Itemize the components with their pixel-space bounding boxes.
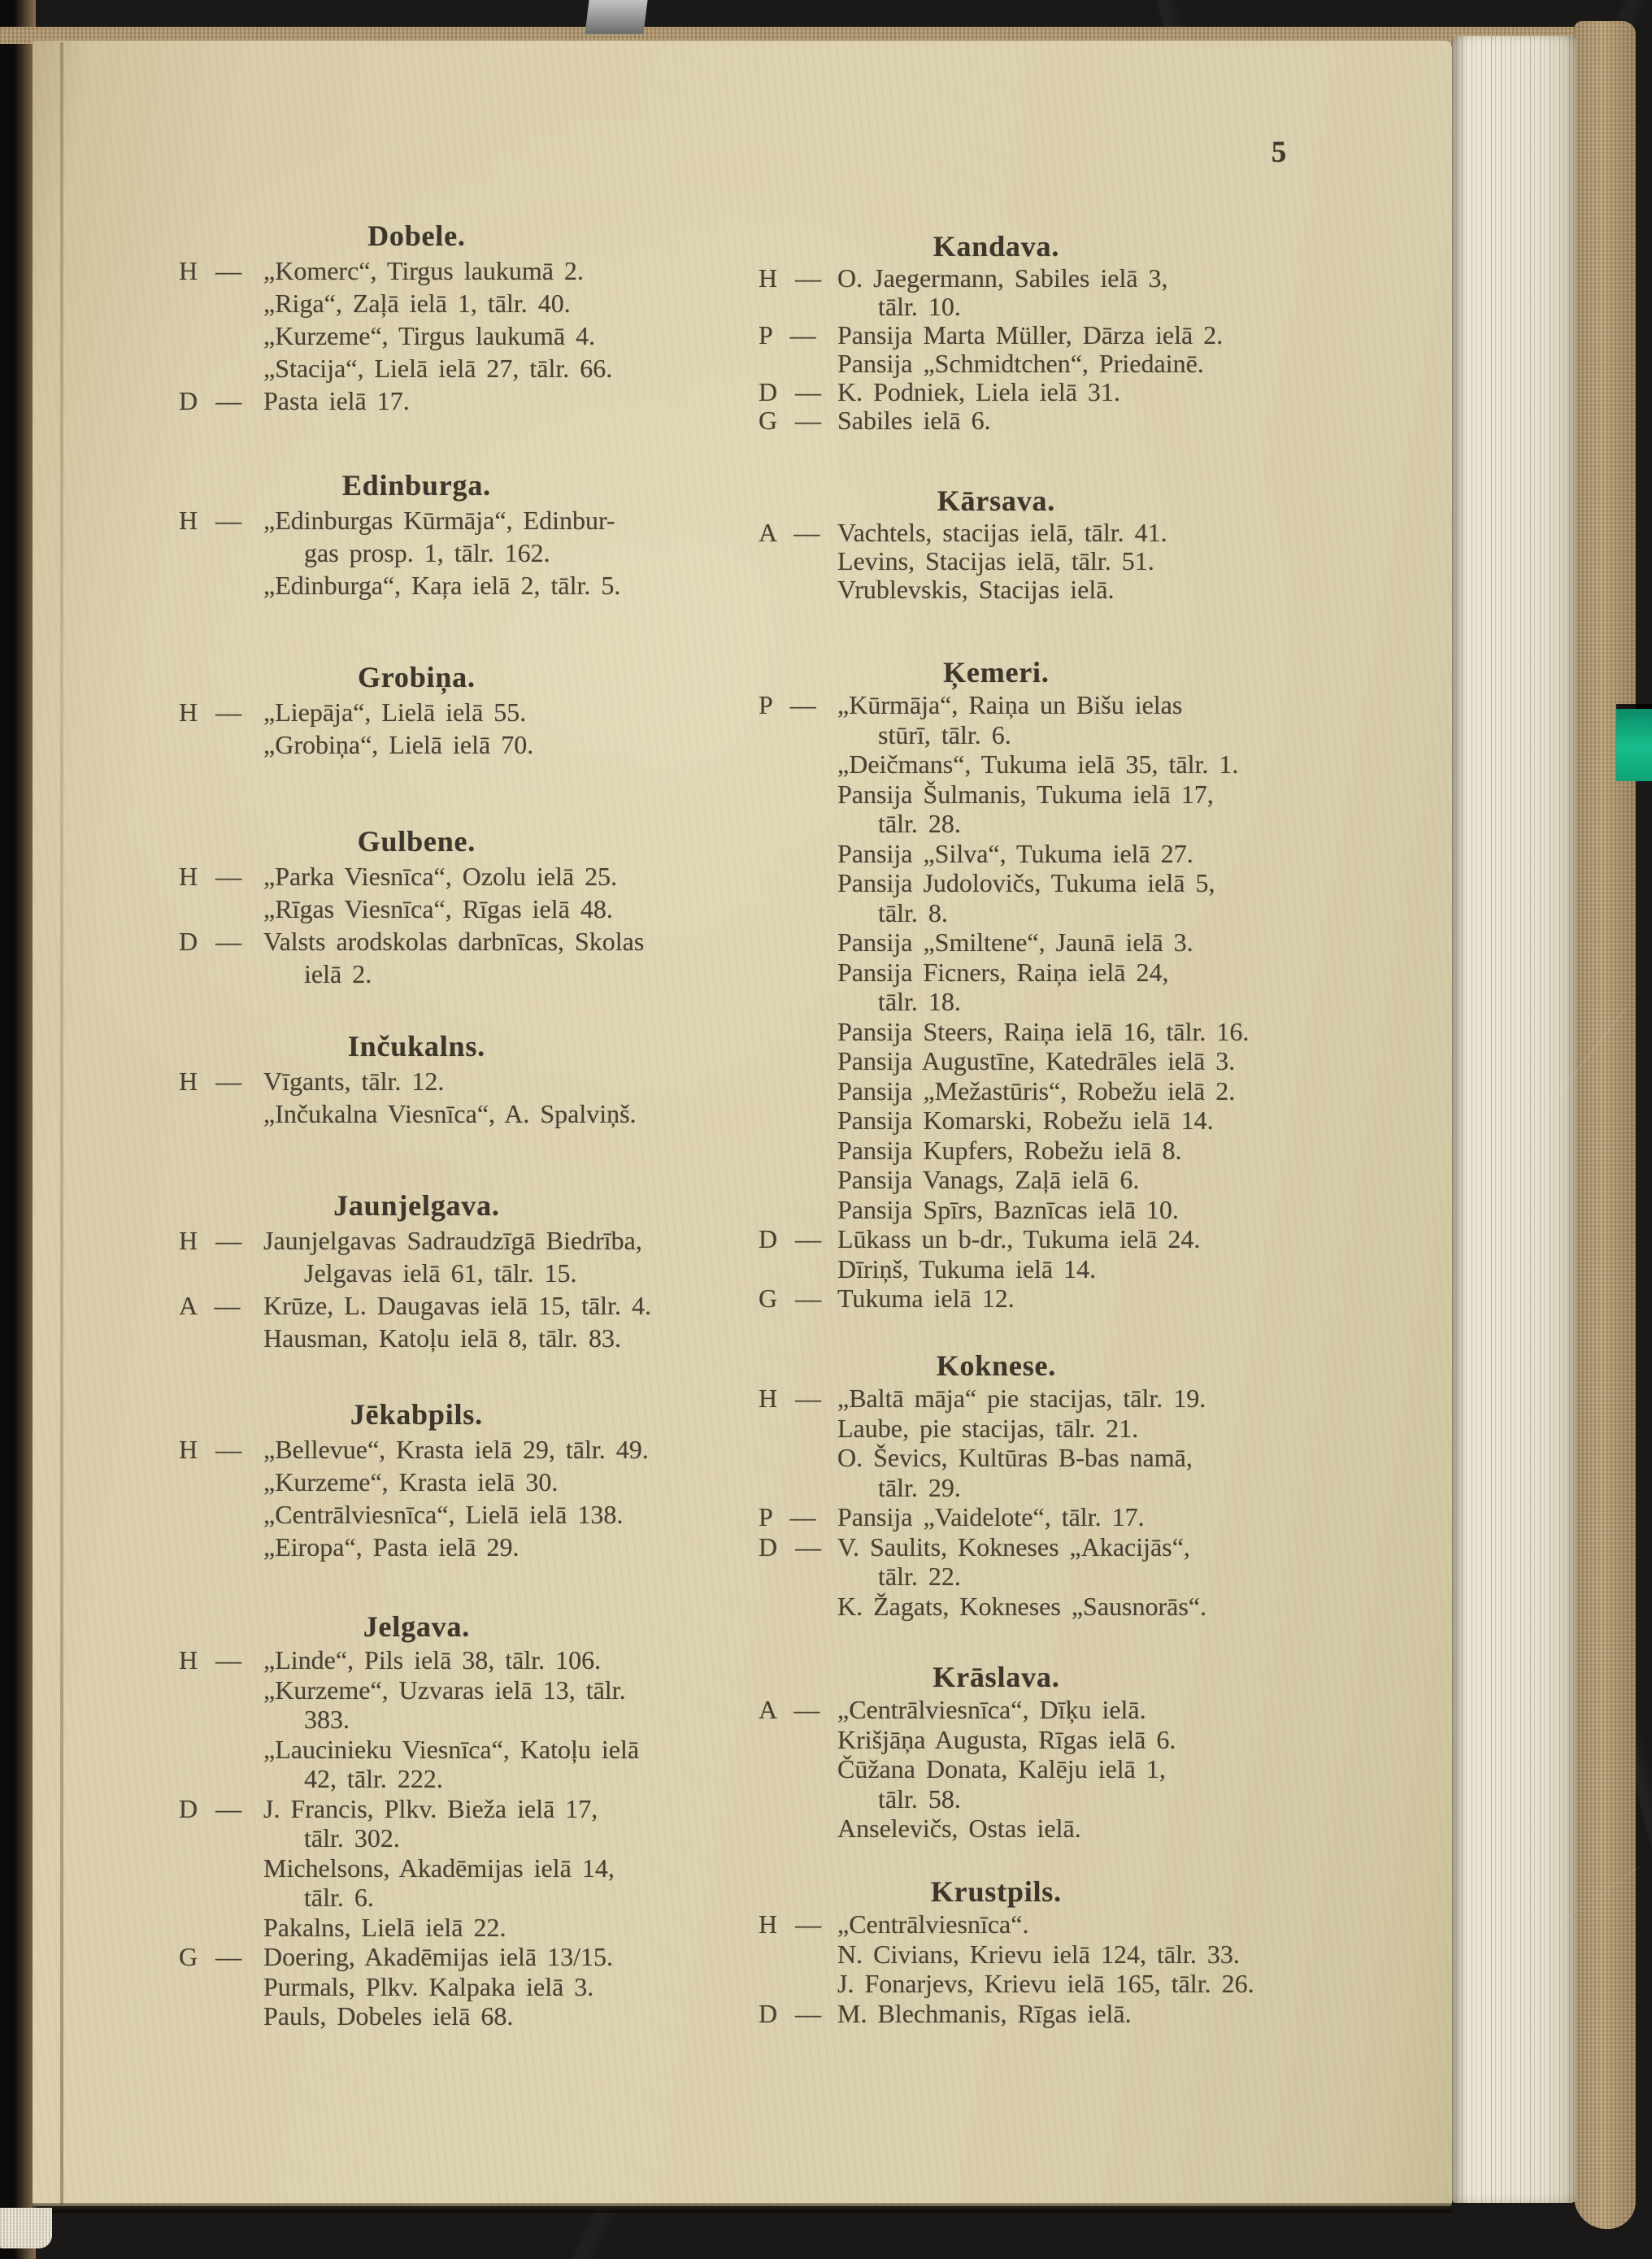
directory-entry-line (179, 1883, 732, 1913)
directory-entry-line (759, 1254, 1311, 1284)
entry-text: „Komerc“, Tirgus laukumā 2. (263, 256, 584, 285)
directory-entry-line (179, 925, 732, 958)
category-marker: H — (179, 1435, 242, 1464)
directory-entry-line (179, 1823, 732, 1853)
town-heading: Kārsava. (937, 484, 1056, 517)
page-number: 5 (1271, 136, 1287, 169)
directory-entry-line (759, 1046, 1311, 1076)
entry-text: Pakalns, Lielā ielā 22. (263, 1912, 506, 1942)
entry-text: Jelgavas ielā 61, tālr. 15. (304, 1258, 577, 1288)
entry-text: „Eiropa“, Pasta ielā 29. (263, 1532, 520, 1562)
town-heading: Edinburga. (341, 469, 491, 502)
directory-entry-line (179, 1794, 732, 1824)
entry-text: gas prosp. 1, tālr. 162. (304, 538, 550, 567)
category-marker: H — (759, 1384, 822, 1413)
directory-entry-line (759, 1195, 1311, 1225)
page-stack-fore-edge (1452, 36, 1577, 2203)
town-section-dobele (179, 219, 732, 417)
entry-text: 383. (304, 1705, 350, 1734)
entry-text: J. Francis, Plkv. Bieža ielā 17, (263, 1793, 598, 1823)
directory-entry-line (759, 1136, 1311, 1166)
directory-entry-line (759, 1784, 1311, 1814)
entry-text: Jaunjelgavas Sadraudzīgā Biedrība, (263, 1226, 642, 1255)
directory-entry-line (179, 352, 732, 384)
directory-entry-line (179, 2001, 732, 2031)
entry-text: O. Jaegermann, Sabiles ielā 3, (837, 263, 1168, 293)
entry-text: Pansija Kupfers, Robežu ielā 8. (837, 1135, 1182, 1165)
entry-text: Doering, Akadēmijas ielā 13/15. (263, 1942, 614, 1971)
directory-entry-line (759, 809, 1311, 839)
town-section-grobi-a (179, 661, 732, 761)
entry-text: tālr. 28. (878, 809, 961, 838)
directory-entry-line (179, 728, 732, 761)
directory-entry-line (759, 690, 1311, 720)
entry-text: Lūkass un b-dr., Tukuma ielā 24. (837, 1224, 1201, 1253)
category-marker: D — (759, 1224, 822, 1253)
entry-text: K. Žagats, Kokneses „Sausnorās“. (837, 1591, 1206, 1621)
directory-entry-line (179, 1224, 732, 1257)
directory-entry-line (179, 1433, 732, 1466)
town-heading: Krāslava. (933, 1661, 1060, 1693)
entry-text: „Grobiņa“, Lielā ielā 70. (263, 730, 534, 759)
town-heading: Jelgava. (363, 1610, 471, 1643)
directory-entry-line (179, 1853, 732, 1883)
directory-entry-line (179, 1972, 732, 2002)
directory-entry-line (759, 576, 1311, 604)
entry-text: Pansija „Vaidelote“, tālr. 17. (837, 1502, 1145, 1531)
directory-entry-line (179, 1289, 732, 1322)
directory-entry-line (759, 1562, 1311, 1592)
entry-text: Pansija „Schmidtchen“, Priedainē. (837, 349, 1204, 378)
entry-text: K. Podniek, Liela ielā 31. (837, 377, 1120, 406)
green-bookmark-edge (1616, 709, 1652, 781)
entry-text: „Edinburgas Kūrmāja“, Edinbur- (263, 506, 615, 535)
directory-entry-line (759, 958, 1311, 988)
entry-text: Tukuma ielā 12. (837, 1284, 1015, 1313)
directory-entry-line (179, 860, 732, 893)
directory-entry-line (759, 1969, 1311, 1999)
town-heading: Krustpils. (930, 1875, 1062, 1908)
entry-text: „Centrālviesnīca“, Dīķu ielā. (837, 1695, 1146, 1724)
entry-text: „Deičmans“, Tukuma ielā 35, tālr. 1. (837, 749, 1239, 779)
town-section-krustpils (759, 1875, 1311, 2028)
entry-text: tālr. 18. (878, 987, 961, 1016)
directory-entry-line (179, 1257, 732, 1289)
category-marker: G — (759, 1284, 822, 1313)
directory-entry-line (759, 1725, 1311, 1755)
entry-text: „Centrālviesnīca“, Lielā ielā 138. (263, 1500, 624, 1529)
town-heading: Dobele. (367, 219, 466, 252)
directory-entry-line (759, 898, 1311, 928)
directory-entry-line (179, 537, 732, 569)
town-section-kandava (759, 230, 1311, 435)
entry-text: Vrublevskis, Stacijas ielā. (837, 575, 1115, 604)
category-marker: D — (759, 377, 822, 406)
directory-entry-line (759, 868, 1311, 898)
entry-text: „Laucinieku Viesnīca“, Katoļu ielā (263, 1734, 640, 1764)
entry-text: Pansija „Silva“, Tukuma ielā 27. (837, 838, 1193, 868)
category-marker: D — (759, 1531, 822, 1562)
category-marker: H — (759, 263, 822, 293)
directory-entry-line (179, 319, 732, 352)
town-heading: Jaunjelgava. (333, 1189, 500, 1222)
category-marker: A — (759, 1695, 820, 1724)
directory-entry-line (759, 1384, 1311, 1414)
category-marker: G — (179, 1942, 242, 1971)
entry-text: „Kurzeme“, Uzvaras ielā 13, tālr. (263, 1675, 626, 1705)
directory-entry-line (759, 264, 1311, 293)
town-section-j-kabpils (179, 1398, 732, 1563)
entry-text: „Rīgas Viesnīca“, Rīgas ielā 48. (263, 894, 613, 923)
directory-entry-line (759, 749, 1311, 780)
entry-text: tālr. 6. (304, 1883, 374, 1912)
directory-entry-line (179, 1097, 732, 1130)
entry-text: Pauls, Dobeles ielā 68. (263, 2001, 514, 2031)
town-heading: Inčukalns. (347, 1030, 485, 1062)
category-marker: H — (179, 1645, 242, 1675)
entry-text: Anselevičs, Ostas ielā. (837, 1814, 1081, 1843)
directory-entry-line (759, 780, 1311, 810)
directory-entry-line (759, 1443, 1311, 1473)
entry-text: Krūze, L. Daugavas ielā 15, tālr. 4. (263, 1291, 651, 1320)
directory-entry-line (759, 1532, 1311, 1562)
town-section-jaunjelgava (179, 1189, 732, 1354)
entry-text: stūrī, tālr. 6. (878, 719, 1011, 749)
directory-entry-line (759, 1592, 1311, 1622)
directory-entry-line (179, 1913, 732, 1943)
directory-entry-line (759, 321, 1311, 350)
town-section-emeri (759, 656, 1311, 1314)
directory-entry-line (759, 987, 1311, 1017)
entry-text: „Inčukalna Viesnīca“, A. Spalviņš. (263, 1099, 637, 1128)
town-section-kr-slava (759, 1661, 1311, 1844)
directory-entry-line (179, 1735, 732, 1765)
town-heading: Ķemeri. (943, 656, 1050, 689)
entry-text: Pansija „Smiltene“, Jaunā ielā 3. (837, 927, 1193, 957)
entry-text: Pansija Šulmanis, Tukuma ielā 17, (837, 779, 1214, 809)
entry-text: „Kurzeme“, Tirgus laukumā 4. (263, 321, 596, 350)
town-heading: Gulbene. (357, 825, 476, 858)
directory-entry-line (759, 519, 1311, 547)
directory-entry-line (759, 1695, 1311, 1725)
category-marker: H — (179, 1226, 242, 1255)
town-section-gulbene (179, 825, 732, 990)
entry-text: Pasta ielā 17. (263, 386, 410, 415)
entry-text: Hausman, Katoļu ielā 8, tālr. 83. (263, 1323, 622, 1353)
book-gutter-margin (0, 0, 36, 2259)
directory-entry-line (759, 1165, 1311, 1195)
directory-entry-line (759, 1940, 1311, 1970)
entry-text: „Kūrmāja“, Raiņa un Bišu ielas (837, 690, 1183, 719)
entry-text: O. Ševics, Kultūras B-bas namā, (837, 1443, 1193, 1472)
directory-entry-line (179, 1705, 732, 1735)
directory-entry-line (179, 384, 732, 417)
town-section-in-ukalns (179, 1030, 732, 1130)
entry-text: ielā 2. (304, 959, 372, 988)
directory-entry-line (759, 406, 1311, 435)
town-heading: Grobiņa. (358, 661, 476, 693)
corner-cloth-patch (0, 2208, 52, 2248)
category-marker: D — (759, 1998, 822, 2028)
directory-entry-line (759, 720, 1311, 750)
entry-text: tālr. 8. (878, 897, 948, 927)
category-marker: A — (179, 1291, 241, 1320)
category-marker: H — (179, 862, 242, 891)
directory-entry-line (759, 1473, 1311, 1503)
directory-entry-line (759, 1017, 1311, 1047)
entry-text: „Stacija“, Lielā ielā 27, tālr. 66. (263, 354, 613, 383)
entry-text: M. Blechmanis, Rīgas ielā. (837, 1998, 1132, 2028)
directory-entry-line (179, 1498, 732, 1531)
directory-entry-line (759, 1754, 1311, 1784)
entry-text: tālr. 29. (878, 1472, 961, 1502)
category-marker: P — (759, 690, 816, 719)
entry-text: tālr. 10. (878, 292, 961, 321)
directory-column-right (759, 0, 1311, 2259)
directory-entry-line (759, 1814, 1311, 1844)
directory-entry-line (179, 893, 732, 925)
entry-text: „Edinburga“, Kaŗa ielā 2, tālr. 5. (263, 571, 621, 600)
entry-text: Čūžana Donata, Kalēju ielā 1, (837, 1754, 1166, 1783)
entry-text: J. Fonarjevs, Krievu ielā 165, tālr. 26. (837, 1969, 1254, 1998)
directory-entry-line (759, 1224, 1311, 1254)
directory-entry-line (179, 1466, 732, 1498)
directory-entry-line (759, 350, 1311, 378)
directory-entry-line (179, 1531, 732, 1563)
directory-entry-line (759, 378, 1311, 406)
entry-text: Pansija Vanags, Zaļā ielā 6. (837, 1165, 1140, 1194)
entry-text: „Linde“, Pils ielā 38, tālr. 106. (263, 1645, 602, 1675)
entry-text: Levins, Stacijas ielā, tālr. 51. (837, 546, 1154, 576)
directory-entry-line (179, 287, 732, 319)
directory-entry-line (759, 839, 1311, 869)
category-marker: P — (759, 320, 816, 350)
directory-entry-line (179, 1645, 732, 1675)
directory-entry-line (179, 958, 732, 990)
entry-text: Krišjāņa Augusta, Rīgas ielā 6. (837, 1724, 1176, 1754)
directory-entry-line (759, 293, 1311, 321)
gutter-crease-line (60, 42, 63, 2205)
entry-text: Sabiles ielā 6. (837, 406, 991, 435)
category-marker: H — (759, 1909, 822, 1939)
entry-text: Purmals, Plkv. Kalpaka ielā 3. (263, 1971, 594, 2001)
category-marker: D — (179, 927, 242, 956)
directory-entry-line (759, 927, 1311, 958)
town-section-edinburga (179, 469, 732, 602)
entry-text: „Centrālviesnīca“. (837, 1909, 1029, 1939)
directory-entry-line (179, 569, 732, 602)
category-marker: H — (179, 1067, 242, 1096)
town-heading: Koknese. (936, 1349, 1057, 1382)
directory-entry-line (179, 1942, 732, 1972)
directory-entry-line (179, 504, 732, 537)
directory-entry-line (759, 1414, 1311, 1444)
entry-text: Pansija Judolovičs, Tukuma ielā 5, (837, 868, 1215, 897)
entry-text: Pansija Steers, Raiņa ielā 16, tālr. 16. (837, 1016, 1250, 1046)
town-section-jelgava (179, 1610, 732, 2031)
entry-text: tālr. 22. (878, 1562, 961, 1591)
directory-entry-line (759, 1284, 1311, 1314)
entry-text: Michelsons, Akadēmijas ielā 14, (263, 1853, 615, 1883)
directory-entry-line (759, 1909, 1311, 1940)
entry-text: Dīriņš, Tukuma ielā 14. (837, 1253, 1097, 1284)
entry-text: „Riga“, Zaļā ielā 1, tālr. 40. (263, 289, 571, 318)
directory-entry-line (179, 1675, 732, 1705)
entry-text: „Kurzeme“, Krasta ielā 30. (263, 1467, 559, 1497)
category-marker: D — (179, 1793, 242, 1823)
entry-text: Vachtels, stacijas ielā, tālr. 41. (837, 518, 1167, 547)
entry-text: 42, tālr. 222. (304, 1764, 443, 1793)
entry-text: „Baltā māja“ pie stacijas, tālr. 19. (837, 1384, 1206, 1413)
category-marker: A — (759, 518, 820, 547)
entry-text: Pansija „Mežastūris“, Robežu ielā 2. (837, 1075, 1236, 1106)
entry-text: N. Civians, Krievu ielā 124, tālr. 33. (837, 1939, 1240, 1969)
town-heading: Kandava. (933, 230, 1060, 263)
directory-entry-line (759, 1502, 1311, 1532)
town-heading: Jēkabpils. (350, 1398, 483, 1431)
directory-entry-line (759, 1999, 1311, 2029)
entry-text: „Bellevue“, Krasta ielā 29, tālr. 49. (263, 1435, 649, 1464)
directory-entry-line (179, 1764, 732, 1794)
entry-text: Laube, pie stacijas, tālr. 21. (837, 1413, 1139, 1443)
directory-entry-line (179, 696, 732, 728)
entry-text: Pansija Augustīne, Katedrāles ielā 3. (837, 1046, 1236, 1075)
category-marker: P — (759, 1502, 816, 1531)
directory-entry-line (179, 254, 732, 287)
entry-text: Pansija Ficners, Raiņa ielā 24, (837, 957, 1169, 987)
entry-text: tālr. 58. (878, 1783, 961, 1814)
entry-text: tālr. 302. (304, 1823, 400, 1853)
town-section-k-rsava (759, 484, 1311, 604)
entry-text: Valsts arodskolas darbnīcas, Skolas (263, 927, 645, 956)
town-section-koknese (759, 1349, 1311, 1621)
entry-text: „Liepāja“, Lielā ielā 55. (263, 697, 527, 727)
directory-entry-line (759, 1106, 1311, 1136)
entry-text: Vīgants, tālr. 12. (263, 1067, 445, 1096)
entry-text: „Parka Viesnīca“, Ozolu ielā 25. (263, 862, 618, 891)
category-marker: G — (759, 406, 822, 435)
directory-entry-line (179, 1065, 732, 1097)
entry-text: Pansija Marta Müller, Dārza ielā 2. (837, 320, 1224, 350)
directory-entry-line (759, 547, 1311, 576)
book-cover-right-edge (1574, 21, 1636, 2229)
category-marker: H — (179, 506, 242, 535)
category-marker: D — (179, 386, 242, 415)
entry-text: V. Saulits, Kokneses „Akacijās“, (837, 1531, 1190, 1562)
category-marker: H — (179, 256, 242, 285)
directory-entry-line (759, 1076, 1311, 1106)
entry-text: Pansija Komarski, Robežu ielā 14. (837, 1106, 1214, 1135)
directory-column-left (179, 0, 732, 2259)
category-marker: H — (179, 697, 242, 727)
directory-entry-line (179, 1322, 732, 1354)
entry-text: Pansija Spīrs, Baznīcas ielā 10. (837, 1194, 1179, 1224)
